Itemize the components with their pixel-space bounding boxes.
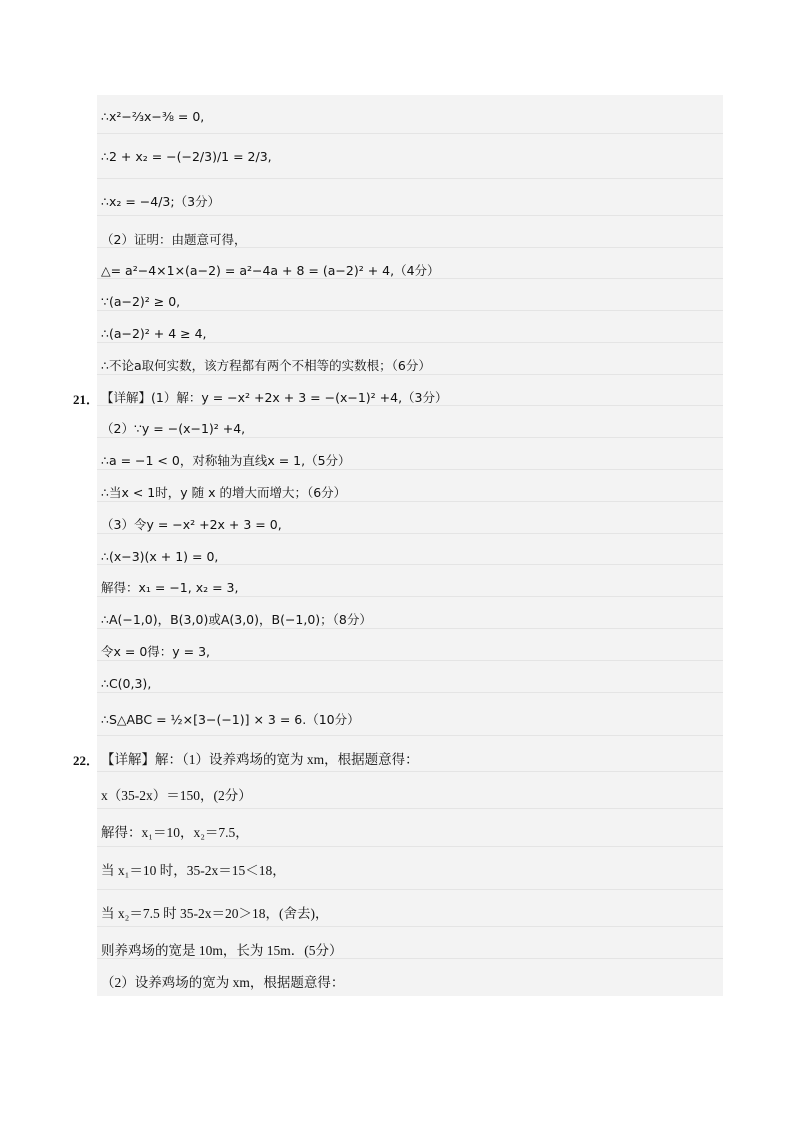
- solution-line: 令x = 0得：y = 3,: [101, 644, 211, 659]
- solution-line: ∴(a−2)² + 4 ≥ 4,: [101, 325, 207, 341]
- solution-line: ∴当x < 1时，y 随 x 的增大而增大；（6分）: [101, 485, 347, 500]
- solution-line: （2）∵y = −(x−1)² +4,: [101, 421, 246, 436]
- solution-line: 【详解】解：（1）设养鸡场的宽为 xm，根据题意得：: [101, 752, 419, 767]
- solution-line: ∴x²−⅔x−⅜ = 0,: [101, 108, 205, 124]
- solution-line: 【详解】(1）解：y = −x² +2x + 3 = −(x−1)² +4,（3分）: [101, 390, 448, 405]
- question-number-21: 21．: [73, 392, 100, 407]
- solution-line: （2）设养鸡场的宽为 xm，根据题意得：: [101, 975, 345, 990]
- solution-line: ∵(a−2)² ≥ 0,: [101, 293, 181, 309]
- solution-line: 解得：x₁ = −1, x₂ = 3,: [101, 580, 239, 595]
- row-separator: [97, 735, 723, 736]
- solution-line: 解得：x₁＝10，x₂＝7.5，: [101, 825, 249, 840]
- solution-line: ∴(x−3)(x + 1) = 0,: [101, 548, 219, 564]
- solution-line: x（35-2x）＝150，(2分）: [101, 788, 252, 803]
- row-separator: [97, 178, 723, 179]
- solution-line: 当 x₂＝7.5 时 35-2x＝20＞18，(舍去)，: [101, 906, 329, 921]
- question-number-22: 22．: [73, 753, 100, 768]
- solution-line: △= a²−4×1×(a−2) = a²−4a + 8 = (a−2)² + 4,（4分）: [101, 263, 440, 278]
- solution-line: 则养鸡场的宽是 10m，长为 15m．(5分）: [101, 943, 343, 958]
- row-separator: [97, 889, 723, 890]
- row-separator: [97, 133, 723, 134]
- solution-line: （3）令y = −x² +2x + 3 = 0,: [101, 517, 282, 532]
- solution-line: ∴不论a取何实数，该方程都有两个不相等的实数根；（6分）: [101, 358, 431, 373]
- solution-line: ∴C(0,3),: [101, 675, 152, 691]
- solution-line: ∴A(−1,0)，B(3,0)或A(3,0)，B(−1,0)；（8分）: [101, 612, 372, 627]
- solution-line: ∴2 + x₂ = −(−2/3)/1 = 2/3,: [101, 148, 272, 164]
- row-separator: [97, 846, 723, 847]
- solution-line: （2）证明：由题意可得，: [101, 232, 247, 247]
- solution-line: ∴S△ABC = ½×[3−(−1)] × 3 = 6.（10分）: [101, 712, 360, 727]
- solution-line: ∴x₂ = −4/3;（3分）: [101, 194, 221, 209]
- solution-line: ∴a = −1 < 0，对称轴为直线x = 1,（5分）: [101, 453, 351, 468]
- solution-line: 当 x₁＝10 时，35-2x＝15＜18，: [101, 863, 286, 878]
